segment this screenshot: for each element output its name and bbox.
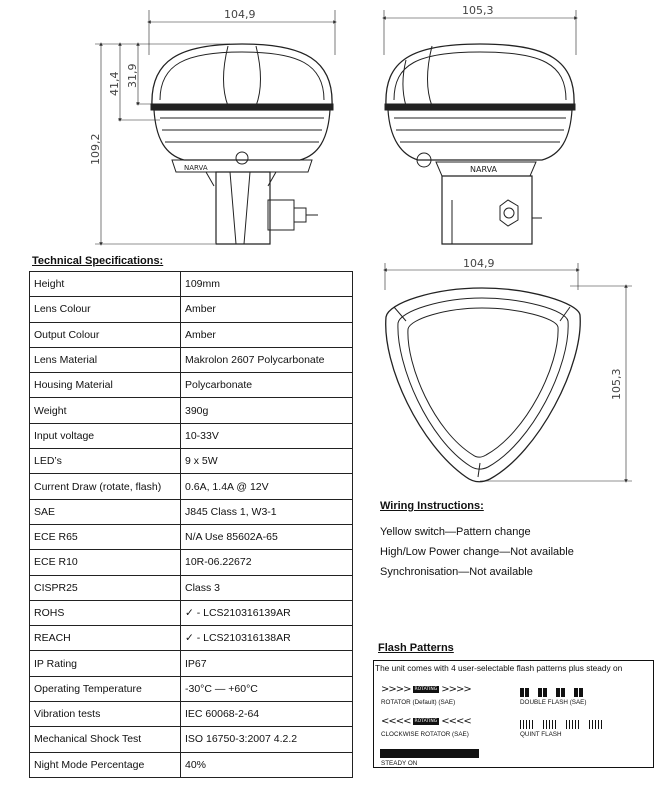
spec-row [30, 676, 353, 701]
steady-on-bar [380, 749, 479, 758]
spec-label: Operating Temperature [30, 676, 181, 701]
total-height-dimension: 109,2 [89, 133, 102, 165]
wiring-line: Yellow switch—Pattern change [380, 526, 531, 538]
spec-label: ROHS [30, 600, 181, 625]
spec-row [30, 550, 353, 575]
double-flash-label: DOUBLE FLASH (SAE) [520, 699, 587, 706]
spec-label: CISPR25 [30, 575, 181, 600]
spec-row [30, 727, 353, 752]
spec-value: N/A Use 85602A-65 [181, 524, 353, 549]
spec-row [30, 651, 353, 676]
spec-label: Height [30, 272, 181, 297]
svg-text:NARVA: NARVA [470, 165, 498, 174]
spec-row [30, 524, 353, 549]
spec-row [30, 752, 353, 777]
spec-row [30, 626, 353, 651]
spec-value: ✓ - LCS210316138AR [181, 626, 353, 651]
spec-row [30, 322, 353, 347]
front-view-drawing [95, 10, 335, 244]
spec-value: -30°C — +60°C [181, 676, 353, 701]
spec-value: 9 x 5W [181, 449, 353, 474]
wiring-heading: Wiring Instructions: [380, 500, 484, 512]
spec-label: Lens Colour [30, 297, 181, 322]
spec-value: Makrolon 2607 Polycarbonate [181, 347, 353, 372]
spec-value: 390g [181, 398, 353, 423]
spec-label: REACH [30, 626, 181, 651]
spec-value: ISO 16750-3:2007 4.2.2 [181, 727, 353, 752]
flash-heading: Flash Patterns [378, 642, 454, 654]
spec-label: Housing Material [30, 373, 181, 398]
spec-value: ✓ - LCS210316139AR [181, 600, 353, 625]
spec-heading: Technical Specifications: [32, 255, 164, 267]
top-view-drawing [370, 255, 660, 490]
spec-label: Mechanical Shock Test [30, 727, 181, 752]
clockwise-label: CLOCKWISE ROTATOR (SAE) [381, 731, 469, 738]
spec-row [30, 398, 353, 423]
spec-label: ECE R65 [30, 524, 181, 549]
wiring-line: Synchronisation—Not available [380, 566, 533, 578]
top-width-dimension: 104,9 [463, 257, 495, 270]
spec-value: Amber [181, 322, 353, 347]
lens-height-dimension: 31,9 [126, 63, 139, 88]
spec-row [30, 499, 353, 524]
rotator-label: ROTATOR (Default) (SAE) [381, 699, 456, 706]
spec-row [30, 373, 353, 398]
spec-value: Polycarbonate [181, 373, 353, 398]
spec-row [30, 449, 353, 474]
wiring-section [380, 500, 574, 582]
front-width-dimension: 104,9 [224, 8, 256, 21]
clockwise-pattern-graphic: <<<< ROTATING <<<< [381, 716, 471, 727]
spec-value: 109mm [181, 272, 353, 297]
spec-value: 40% [181, 752, 353, 777]
spec-row [30, 600, 353, 625]
spec-value: IP67 [181, 651, 353, 676]
spec-value: Class 3 [181, 575, 353, 600]
side-width-dimension: 105,3 [462, 4, 494, 17]
spec-value: 10R-06.22672 [181, 550, 353, 575]
technical-drawings [0, 0, 663, 255]
flash-intro: The unit comes with 4 user-selectable flash patterns plus steady on [375, 663, 623, 673]
spec-value: IEC 60068-2-64 [181, 702, 353, 727]
dome-height-dimension: 41,4 [108, 71, 121, 96]
spec-label: SAE [30, 499, 181, 524]
spec-row [30, 297, 353, 322]
spec-value: 10-33V [181, 423, 353, 448]
spec-row [30, 347, 353, 372]
spec-value: Amber [181, 297, 353, 322]
spec-label: Night Mode Percentage [30, 752, 181, 777]
spec-label: Output Colour [30, 322, 181, 347]
rotating-tag: ROTATING [414, 718, 438, 724]
svg-text:NARVA: NARVA [184, 164, 208, 172]
spec-label: Current Draw (rotate, flash) [30, 474, 181, 499]
spec-row [30, 575, 353, 600]
side-view-drawing [384, 10, 576, 244]
spec-row [30, 474, 353, 499]
quint-flash-label: QUINT FLASH [520, 731, 562, 738]
spec-value: J845 Class 1, W3-1 [181, 499, 353, 524]
top-depth-dimension: 105,3 [610, 368, 623, 400]
spec-label: Input voltage [30, 423, 181, 448]
rotating-tag: ROTATING [414, 686, 438, 692]
spec-value: 0.6A, 1.4A @ 12V [181, 474, 353, 499]
spec-table [29, 271, 353, 778]
spec-label: ECE R10 [30, 550, 181, 575]
spec-label: IP Rating [30, 651, 181, 676]
rotator-pattern-graphic: >>>> ROTATING >>>> [381, 684, 471, 695]
spec-label: LED’s [30, 449, 181, 474]
spec-row [30, 423, 353, 448]
spec-label: Weight [30, 398, 181, 423]
steady-on-label: STEADY ON [381, 760, 418, 767]
spec-label: Lens Material [30, 347, 181, 372]
spec-row [30, 702, 353, 727]
wiring-line: High/Low Power change—Not available [380, 546, 574, 558]
spec-row [30, 272, 353, 297]
spec-label: Vibration tests [30, 702, 181, 727]
